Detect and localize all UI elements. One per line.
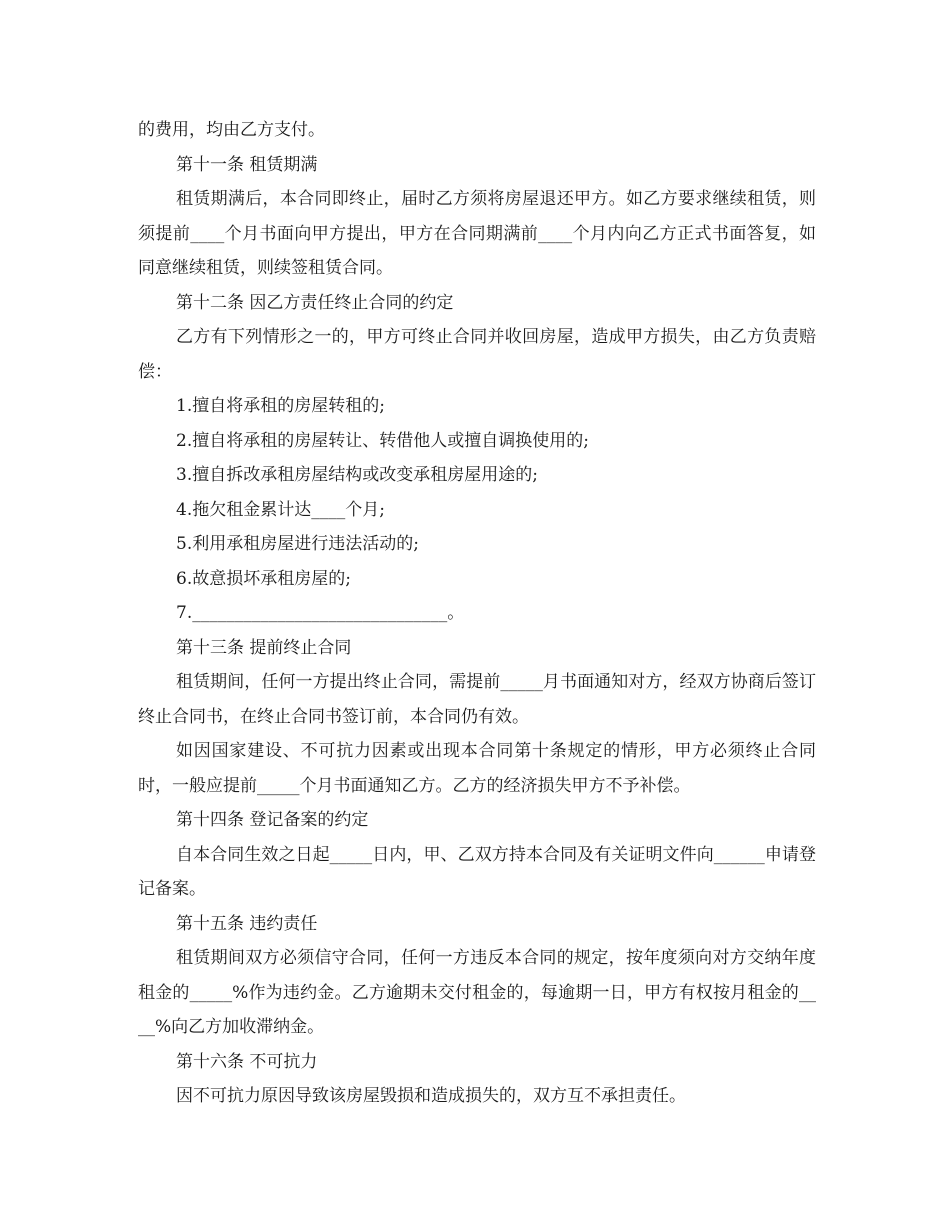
article-heading: 第十三条 提前终止合同 [176, 637, 352, 658]
paragraph: 租赁期间双方必须信守合同，任何一方违反本合同的规定，按年度须向对方交纳年度租金的_____%作为违约金。乙方逾期未交付租金的，每逾期一日，甲方有权按月租金的____%向乙方加收滞纳金。 [138, 948, 816, 1037]
paragraph: 自本合同生效之日起_____日内，甲、乙双方持本合同及有关证明文件向______申请登记备案。 [138, 844, 816, 899]
paragraph: 乙方有下列情形之一的，甲方可终止合同并收回房屋，造成甲方损失，由乙方负责赔偿： [138, 327, 816, 382]
paragraph: 因不可抗力原因导致该房屋毁损和造成损失的，双方互不承担责任。 [176, 1086, 686, 1106]
list-item: 3.擅自拆改承租房屋结构或改变承租房屋用途的; [176, 465, 538, 485]
paragraph: 的费用，均由乙方支付。 [138, 120, 325, 140]
list-item: 1.擅自将承租的房屋转租的; [176, 396, 385, 416]
list-item: 5.利用承租房屋进行违法活动的; [176, 534, 419, 554]
article-heading: 第十一条 租赁期满 [176, 154, 318, 175]
article-heading: 第十四条 登记备案的约定 [176, 810, 369, 830]
article-heading: 第十五条 违约责任 [176, 913, 318, 934]
article-heading: 第十六条 不可抗力 [176, 1051, 318, 1072]
list-item: 4.拖欠租金累计达____个月; [176, 499, 385, 520]
list-item: 7.______________________________。 [176, 603, 465, 623]
list-item: 6.故意损坏承租房屋的; [176, 568, 351, 589]
paragraph: 如因国家建设、不可抗力因素或出现本合同第十条规定的情形，甲方必须终止合同时，一般应提前_____个月书面通知乙方。乙方的经济损失甲方不予补偿。 [138, 741, 816, 796]
document-body [138, 113, 816, 1114]
paragraph: 租赁期间，任何一方提出终止合同，需提前_____月书面通知对方，经双方协商后签订终止合同书，在终止合同书签订前，本合同仍有效。 [138, 672, 816, 727]
article-heading: 第十二条 因乙方责任终止合同的约定 [176, 292, 454, 313]
paragraph: 租赁期满后，本合同即终止，届时乙方须将房屋退还甲方。如乙方要求继续租赁，则须提前____个月书面向甲方提出，甲方在合同期满前____个月内向乙方正式书面答复，如同意继续租赁，则续签租赁合同。 [138, 189, 816, 278]
list-item: 2.擅自将承租的房屋转让、转借他人或擅自调换使用的; [176, 430, 589, 451]
